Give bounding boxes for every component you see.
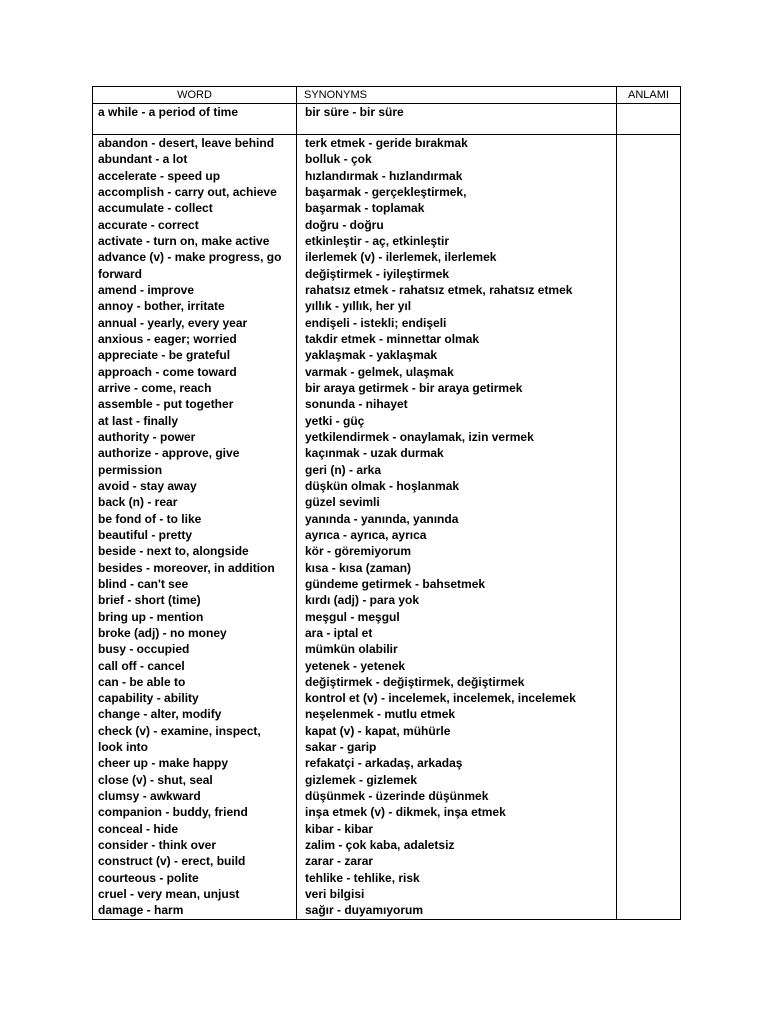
word-entry: arrive - come, reach (98, 380, 212, 395)
first-row-synonym: bir süre - bir süre (305, 105, 404, 119)
word-entry: be fond of - to like (98, 511, 202, 526)
word-entry: cruel - very mean, unjust (98, 887, 240, 902)
synonym-entry: kısa - kısa (zaman) (305, 560, 412, 575)
word-entry: beautiful - pretty (98, 527, 193, 542)
synonym-entry: ilerlemek (v) - ilerlemek, ilerlemek (305, 250, 497, 265)
synonym-entry: yıllık - yıllık, her yıl (305, 299, 412, 314)
word-entry: assemble - put together (98, 397, 234, 412)
word-entry: change - alter, modify (98, 707, 222, 722)
synonym-entry: veri bilgisi (305, 887, 365, 902)
synonym-entry: mümkün olabilir (305, 642, 398, 657)
word-entry: activate - turn on, make active (98, 233, 270, 248)
word-entry: abundant - a lot (98, 152, 188, 167)
word-entry: blind - can't see (98, 576, 189, 591)
word-entry: forward (98, 266, 143, 281)
synonym-entry: endişeli - istekli; endişeli (305, 315, 447, 330)
synonym-entry: varmak - gelmek, ulaşmak (305, 364, 454, 379)
synonym-entry: zarar - zarar (305, 854, 374, 869)
synonym-entry: başarmak - toplamak (305, 201, 425, 216)
synonym-entry: kaçınmak - uzak durmak (305, 446, 444, 461)
synonym-entry: refakatçi - arkadaş, arkadaş (305, 756, 463, 771)
word-entry: can - be able to (98, 674, 186, 689)
header-word: WORD (93, 87, 297, 103)
word-entry: call off - cancel (98, 658, 185, 673)
header-anlami: ANLAMI (628, 89, 669, 101)
word-entry: authority - power (98, 429, 196, 444)
word-entry: bring up - mention (98, 609, 204, 624)
word-entry: consider - think over (98, 838, 217, 853)
word-entry: cheer up - make happy (98, 756, 229, 771)
word-entry: brief - short (time) (98, 593, 201, 608)
synonym-entry: bolluk - çok (305, 152, 372, 167)
word-entry: appreciate - be grateful (98, 348, 231, 363)
word-entry: conceal - hide (98, 821, 179, 836)
synonym-entry: sakar - garip (305, 740, 377, 755)
word-column (93, 135, 297, 919)
word-entry: annoy - bother, irritate (98, 299, 225, 314)
first-row (93, 104, 680, 135)
synonym-entry: kontrol et (v) - incelemek, incelemek, incelemek (305, 691, 576, 706)
synonym-entry: sağır - duyamıyorum (305, 903, 424, 918)
table-body (93, 135, 680, 919)
synonym-entry: geri (n) - arka (305, 462, 382, 477)
synonym-entry: inşa etmek (v) - dikmek, inşa etmek (305, 805, 506, 820)
synonym-entry: takdir etmek - minnettar olmak (305, 331, 480, 346)
header-row (93, 87, 680, 104)
first-row-anlami (617, 104, 680, 134)
synonym-entry: yetkilendirmek - onaylamak, izin vermek (305, 429, 534, 444)
word-entry: companion - buddy, friend (98, 805, 248, 820)
synonym-entry: yanında - yanında, yanında (305, 511, 459, 526)
word-entry: construct (v) - erect, build (98, 854, 246, 869)
word-entry: accelerate - speed up (98, 168, 221, 183)
synonym-entry: doğru - doğru (305, 217, 384, 232)
synonym-entry: düşkün olmak - hoşlanmak (305, 478, 460, 493)
synonym-entry: hızlandırmak - hızlandırmak (305, 168, 463, 183)
synonym-entry: düşünmek - üzerinde düşünmek (305, 789, 489, 804)
word-entry: broke (adj) - no money (98, 625, 227, 640)
word-entry: check (v) - examine, inspect, (98, 723, 261, 738)
synonym-entry: terk etmek - geride bırakmak (305, 136, 468, 150)
word-entry: back (n) - rear (98, 495, 178, 510)
synonyms-column (297, 135, 617, 919)
word-entry: clumsy - awkward (98, 789, 201, 804)
word-entry: damage - harm (98, 903, 184, 918)
synonym-entry: ara - iptal et (305, 625, 373, 640)
anlami-column (617, 135, 680, 919)
word-entry: amend - improve (98, 282, 195, 297)
word-entry: close (v) - shut, seal (98, 772, 213, 787)
synonym-entry: kör - göremiyorum (305, 544, 412, 559)
word-entry: abandon - desert, leave behind (98, 136, 275, 150)
synonym-entry: tehlike - tehlike, risk (305, 870, 420, 885)
synonym-entry: başarmak - gerçekleştirmek, (305, 184, 467, 199)
synonym-entry: neşelenmek - mutlu etmek (305, 707, 456, 722)
word-entry: accurate - correct (98, 217, 199, 232)
word-entry: look into (98, 740, 148, 755)
word-entry: capability - ability (98, 691, 199, 706)
word-entry: annual - yearly, every year (98, 315, 248, 330)
word-entry: anxious - eager; worried (98, 331, 237, 346)
synonym-entry: bir araya getirmek - bir araya getirmek (305, 380, 523, 395)
synonym-entry: değiştirmek - değiştirmek, değiştirmek (305, 674, 525, 689)
word-entry: authorize - approve, give (98, 446, 240, 461)
synonym-entry: gündeme getirmek - bahsetmek (305, 576, 486, 591)
synonym-entry: yetki - güç (305, 413, 365, 428)
word-entry: avoid - stay away (98, 478, 197, 493)
first-row-word: a while - a period of time (98, 105, 239, 119)
synonym-entry: meşgul - meşgul (305, 609, 400, 624)
synonym-entry: yaklaşmak - yaklaşmak (305, 348, 438, 363)
word-entry: accumulate - collect (98, 201, 213, 216)
word-entry: accomplish - carry out, achieve (98, 184, 277, 199)
synonym-entry: rahatsız etmek - rahatsız etmek, rahatsız etmek (305, 282, 573, 297)
synonym-entry: kibar - kibar (305, 821, 374, 836)
synonym-entry: güzel sevimli (305, 495, 380, 510)
synonym-entry: kırdı (adj) - para yok (305, 593, 420, 608)
word-entry: at last - finally (98, 413, 179, 428)
header-synonyms: SYNONYMS (297, 87, 617, 103)
word-entry: courteous - polite (98, 870, 199, 885)
vocabulary-table (92, 86, 681, 920)
word-entry: beside - next to, alongside (98, 544, 249, 559)
word-entry: besides - moreover, in addition (98, 560, 275, 575)
synonym-entry: gizlemek - gizlemek (305, 772, 418, 787)
synonym-entry: kapat (v) - kapat, mühürle (305, 723, 451, 738)
synonym-entry: ayrıca - ayrıca, ayrıca (305, 527, 427, 542)
synonym-entry: sonunda - nihayet (305, 397, 408, 412)
word-entry: advance (v) - make progress, go (98, 250, 282, 265)
word-entry: busy - occupied (98, 642, 190, 657)
synonym-entry: yetenek - yetenek (305, 658, 406, 673)
synonym-entry: zalim - çok kaba, adaletsiz (305, 838, 455, 853)
synonym-entry: etkinleştir - aç, etkinleştir (305, 233, 450, 248)
synonym-entry: değiştirmek - iyileştirmek (305, 266, 450, 281)
word-entry: approach - come toward (98, 364, 237, 379)
word-entry: permission (98, 462, 163, 477)
